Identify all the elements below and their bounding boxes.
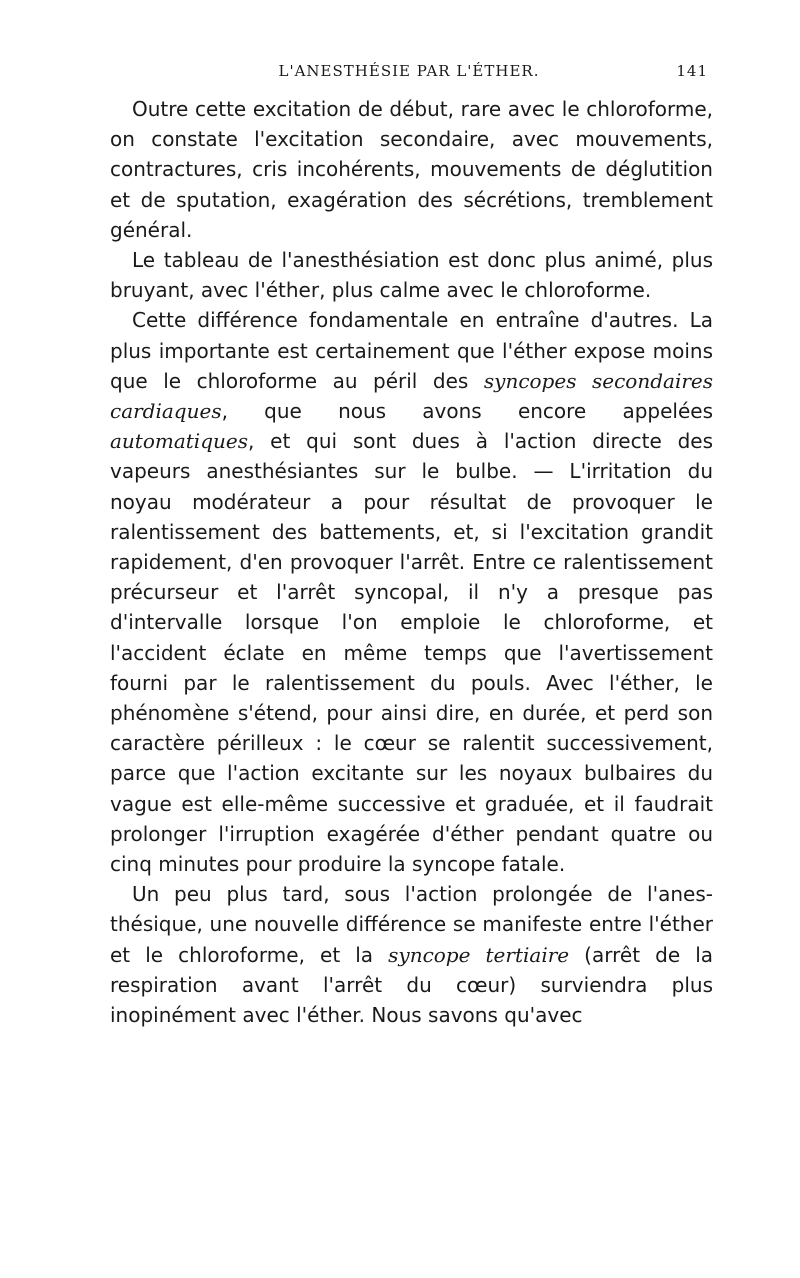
paragraph-4 (110, 879, 713, 1030)
text-segment: Outre cette excitation de début, rare avec le chloroforme, on constate l'excitation secondaire, avec mouvements, contractures, cris incohérents, mouvements de déglutition et de sputation, exagération des sécrétions, tremblement général. (110, 97, 713, 242)
italic-term: automatiques (110, 429, 248, 454)
page-number: 141 (676, 62, 708, 80)
paragraph-1 (110, 94, 713, 245)
running-title: L'ANESTHÉSIE PAR L'ÉTHER. (278, 62, 540, 80)
text-segment: Le tableau de l'anesthésiation est donc plus animé, plus bruyant, avec l'éther, plus calme avec le chloroforme. (110, 248, 713, 303)
paragraph-2 (110, 245, 713, 305)
text-segment: (arrêt de la respiration avant l'arrêt du cœur) surviendra plus inopinément avec l'éther. Nous savons qu'avec (110, 942, 714, 1028)
body-text (110, 94, 713, 1030)
paragraph-3 (110, 305, 713, 879)
text-segment: , et qui sont dues à l'action directe des vapeurs anesthésiantes sur le bulbe. — L'irritation du noyau modérateur a pour résultat de provoquer le ralentissement des battements, et, si l'excitation grandit rapidement, d'en provoquer l'arrêt. Entre ce ralentissement précurseur et l'arrêt syncopal, il n'y a presque pas d'intervalle lorsque l'on emploie le chloroforme, et l'accident éclate en même temps que l'avertissement fourni par le ralentissement du pouls. Avec l'éther, le phénomène s'étend, pour ainsi dire, en durée, et perd son caractère périlleux : le cœur se ralentit successivement, parce que l'action excitante sur les noyaux bulbaires du vague est elle-même successive et graduée, et il faudrait prolonger l'irruption exagérée d'éther pendant quatre ou cinq minutes pour produire la syncope fatale. (110, 429, 713, 877)
text-segment: , que nous avons encore appelées (221, 399, 713, 424)
running-head (110, 62, 708, 84)
text-segment: Cette différence fondamentale en entraîne d'autres. La plus importante est certainement que l'éther expose moins que le chloroforme au péril des (110, 308, 713, 393)
text-segment: Un peu plus tard, sous l'action prolongée de l'anesthésique, une nouvelle différence se manifeste entre l'éther et le chloroforme, et la (110, 882, 713, 967)
italic-term: syncopes secondaires cardiaques (110, 368, 714, 424)
italic-term: syncope tertiaire (388, 942, 570, 967)
